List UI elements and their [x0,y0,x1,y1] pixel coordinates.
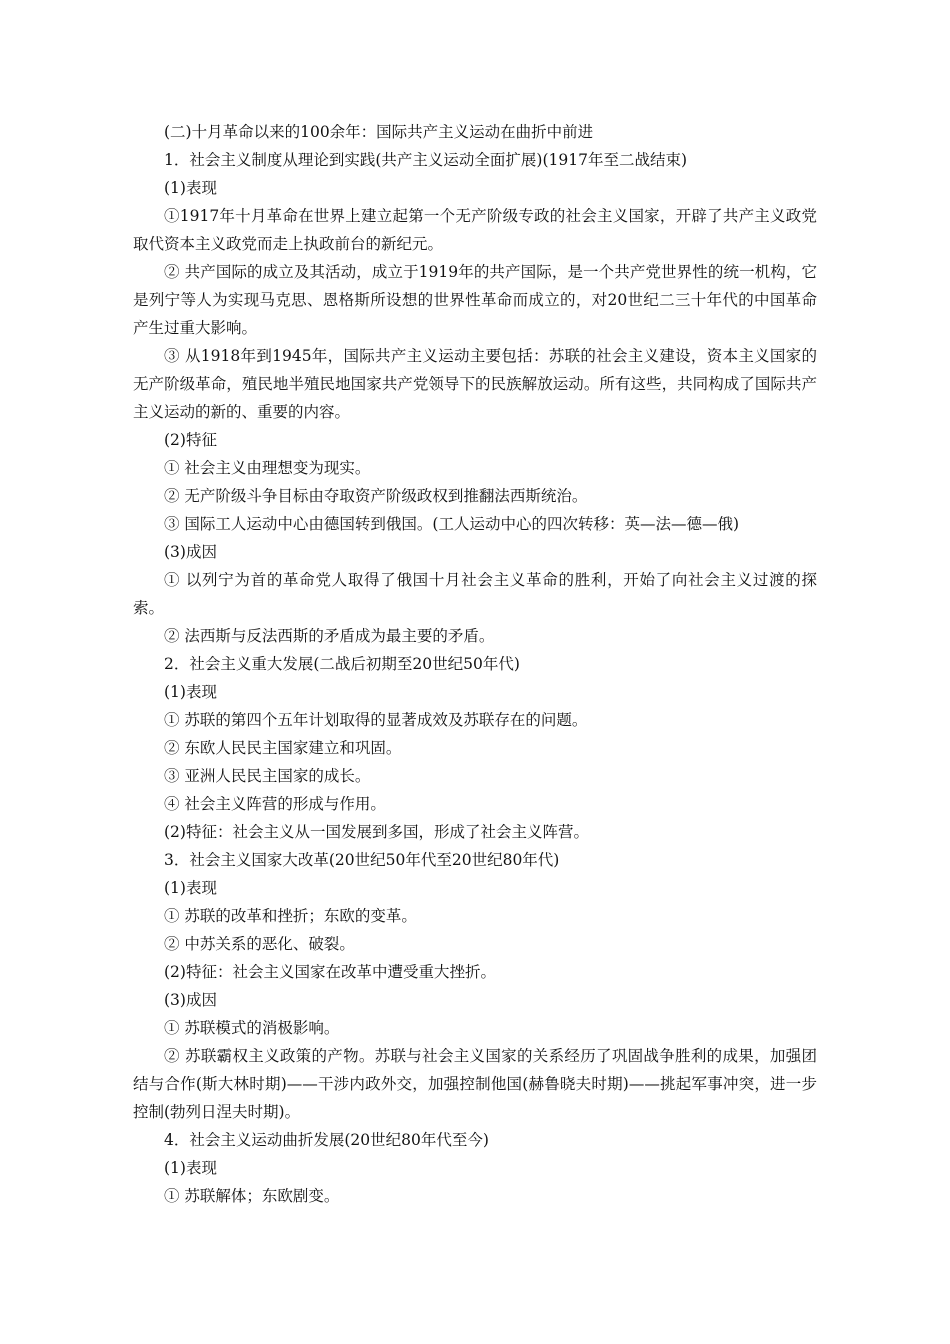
item-label: (2)特征 [164,431,217,449]
paragraph: ① 社会主义由理想变为现实。 [164,459,371,477]
paragraph: ② 无产阶级斗争目标由夺取资产阶级政权到推翻法西斯统治。 [164,487,588,505]
paragraph: ④ 社会主义阵营的形成与作用。 [164,795,386,813]
item-label: (1)表现 [164,1159,217,1177]
subsection-heading-1: 1．社会主义制度从理论到实践(共产主义运动全面扩展)(1917年至二战结束) [164,151,687,169]
subsection-heading-4: 4．社会主义运动曲折发展(20世纪80年代至今) [164,1131,489,1149]
paragraph: ③ 从1918年到1945年，国际共产主义运动主要包括：苏联的社会主义建设，资本主义国家的无产阶级革命，殖民地半殖民地国家共产党领导下的民族解放运动。所有这些，共同构成了国际共产主义运动的新的、重要的内容。 [133,347,817,421]
paragraph: ② 法西斯与反法西斯的矛盾成为最主要的矛盾。 [164,627,495,645]
paragraph: ③ 亚洲人民民主国家的成长。 [164,767,371,785]
paragraph: ① 苏联模式的消极影响。 [164,1019,340,1037]
item-label: (3)成因 [164,543,217,561]
paragraph: (2)特征：社会主义国家在改革中遭受重大挫折。 [164,963,496,981]
paragraph: ① 苏联的改革和挫折；东欧的变革。 [164,907,417,925]
paragraph: ① 苏联解体；东欧剧变。 [164,1187,340,1205]
item-label: (3)成因 [164,991,217,1009]
item-label: (1)表现 [164,683,217,701]
paragraph: ② 中苏关系的恶化、破裂。 [164,935,355,953]
subsection-heading-2: 2．社会主义重大发展(二战后初期至20世纪50年代) [164,655,520,673]
item-label: (1)表现 [164,879,217,897]
paragraph: ①1917年十月革命在世界上建立起第一个无产阶级专政的社会主义国家，开辟了共产主义政党取代资本主义政党而走上执政前台的新纪元。 [133,207,817,253]
paragraph: ② 苏联霸权主义政策的产物。苏联与社会主义国家的关系经历了巩固战争胜利的成果，加强团结与合作(斯大林时期)——干涉内政外交，加强控制他国(赫鲁晓夫时期)——挑起军事冲突，进一步控制(勃列日涅夫时期)。 [133,1047,817,1121]
paragraph: ① 以列宁为首的革命党人取得了俄国十月社会主义革命的胜利，开始了向社会主义过渡的探索。 [133,571,817,617]
subsection-heading-3: 3．社会主义国家大改革(20世纪50年代至20世纪80年代) [164,851,560,869]
paragraph: ② 共产国际的成立及其活动，成立于1919年的共产国际，是一个共产党世界性的统一机构，它是列宁等人为实现马克思、恩格斯所设想的世界性革命而成立的，对20世纪二三十年代的中国革命产生过重大影响。 [133,263,817,337]
item-label: (1)表现 [164,179,217,197]
paragraph: ② 东欧人民民主国家建立和巩固。 [164,739,402,757]
paragraph: (2)特征：社会主义从一国发展到多国，形成了社会主义阵营。 [164,823,589,841]
paragraph: ③ 国际工人运动中心由德国转到俄国。(工人运动中心的四次转移：英—法—德—俄) [164,515,740,533]
section-heading: (二)十月革命以来的100余年：国际共产主义运动在曲折中前进 [164,123,594,141]
paragraph: ① 苏联的第四个五年计划取得的显著成效及苏联存在的问题。 [164,711,588,729]
